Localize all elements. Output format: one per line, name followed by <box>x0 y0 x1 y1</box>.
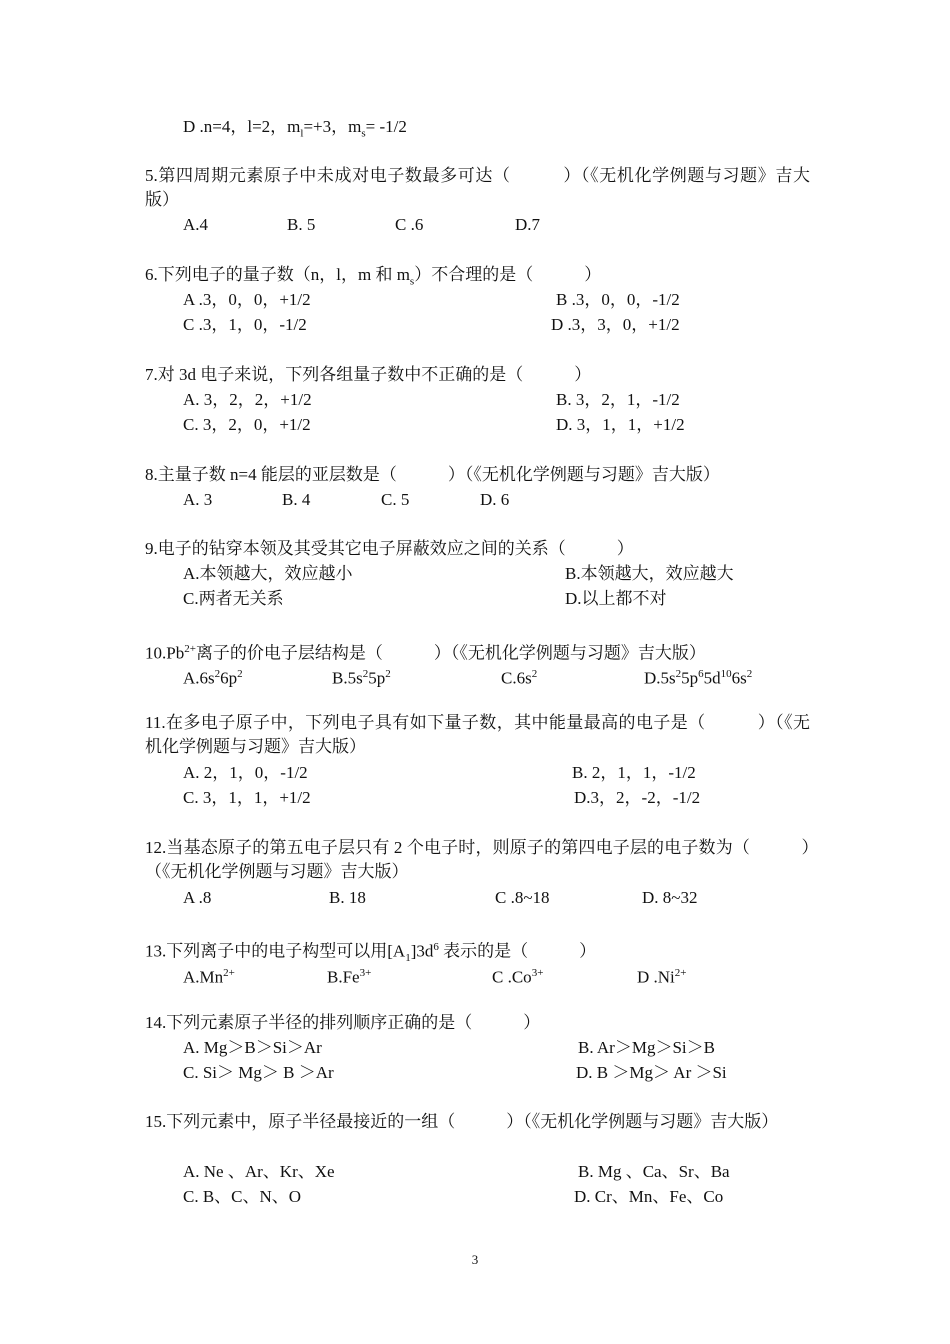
question-10-stem <box>145 638 706 665</box>
q15-option-d: D. Cr、Mn、Fe、Co <box>574 1187 724 1206</box>
superscript: 2 <box>675 668 682 680</box>
text: B.5s <box>332 668 363 688</box>
superscript: 2 <box>531 668 538 680</box>
q13-option-c <box>492 962 543 989</box>
q7-option-a: A. 3，2，2，+1/2 <box>183 390 312 409</box>
q12-option-c: C .8~18 <box>495 888 550 907</box>
q11-option-b: B. 2，1，1，-1/2 <box>572 763 696 782</box>
text: ]3d <box>410 941 434 961</box>
text: 6.下列电子的量子数（n，l，m 和 m <box>145 265 410 284</box>
q7-option-d: D. 3，1，1，+1/2 <box>556 415 685 434</box>
superscript: 2 <box>237 668 243 680</box>
text: A.6s <box>183 668 215 688</box>
superscript: 2 <box>385 668 391 680</box>
q10-option-a <box>183 663 243 690</box>
q9-option-b: B.本领越大，效应越大 <box>565 564 734 583</box>
q8-option-b: B. 4 <box>282 490 311 509</box>
q12-option-b: B. 18 <box>329 888 366 907</box>
question-11-stem: 11.在多电子原子中，下列电子具有如下量子数，其中能量最高的电子是（ ）（《无机化学例题与习题》吉大版） <box>145 713 810 756</box>
text: D .n=4，l=2，m <box>183 117 301 136</box>
q7-option-b: B. 3，2，1，-1/2 <box>556 390 680 409</box>
question-5-stem: 5.第四周期元素原子中未成对电子数最多可达（ ）（《无机化学例题与习题》吉大版） <box>145 166 810 209</box>
question-12-stem: 12.当基态原子的第五电子层只有 2 个电子时，则原子的第四电子层的电子数为（ ）（《无机化学例题与习题》吉大版） <box>145 838 810 881</box>
question-7-stem: 7.对 3d 电子来说，下列各组量子数中不正确的是（ ） <box>145 365 592 384</box>
superscript: 2+ <box>223 967 235 979</box>
q10-option-d <box>644 663 752 690</box>
q10-option-b <box>332 663 391 690</box>
text: 10.Pb <box>145 643 185 663</box>
prev-option-d <box>183 116 407 144</box>
q15-option-b: B. Mg 、Ca、Sr、Ba <box>578 1162 730 1181</box>
superscript: 6 <box>698 668 704 680</box>
q11-option-d: D.3，2，-2，-1/2 <box>574 788 701 807</box>
superscript: 2 <box>746 668 753 680</box>
subscript: s <box>361 127 366 140</box>
question-14-stem: 14.下列元素原子半径的排列顺序正确的是（ ） <box>145 1013 541 1032</box>
q13-option-b <box>327 962 371 989</box>
q5-option-a: A.4 <box>183 215 209 234</box>
q5-option-b: B. 5 <box>287 215 316 234</box>
q11-option-c: C. 3，1，1，+1/2 <box>183 788 311 807</box>
q14-option-d: D. B ＞Mg＞ Ar ＞Si <box>576 1063 727 1082</box>
q6-option-d: D .3，3，0，+1/2 <box>551 315 680 334</box>
text: 表示的是（ ） <box>438 941 597 961</box>
q9-option-d: D.以上都不对 <box>565 589 667 608</box>
q7-option-c: C. 3，2，0，+1/2 <box>183 415 311 434</box>
question-8-stem: 8.主量子数 n=4 能层的亚层数是（ ）（《无机化学例题与习题》吉大版） <box>145 465 720 484</box>
text: 5d <box>703 668 721 688</box>
superscript: 2 <box>214 668 221 680</box>
text: D.5s <box>644 668 676 688</box>
q14-option-b: B. Ar＞Mg＞Si＞B <box>578 1038 715 1057</box>
q5-option-d: D.7 <box>515 215 541 234</box>
superscript: 3+ <box>359 967 372 979</box>
text: 13.下列离子中的电子构型可以用[A <box>145 941 406 961</box>
subscript: l <box>300 127 304 140</box>
text: C .Co <box>492 967 532 987</box>
superscript: 6 <box>433 941 439 953</box>
q8-option-c: C. 5 <box>381 490 410 509</box>
text: = -1/2 <box>365 117 407 136</box>
text: D .Ni <box>637 967 675 987</box>
q9-option-a: A.本领越大，效应越小 <box>183 564 353 583</box>
q14-option-c: C. Si＞ Mg＞ B ＞Ar <box>183 1063 334 1082</box>
q6-option-a: A .3，0，0，+1/2 <box>183 290 311 309</box>
text: C.6s <box>501 668 532 688</box>
q5-option-c: C .6 <box>395 215 424 234</box>
text: =+3，m <box>303 117 362 136</box>
q11-option-a: A. 2，1，0，-1/2 <box>183 763 308 782</box>
q6-option-b: B .3，0，0，-1/2 <box>556 290 680 309</box>
q12-option-d: D. 8~32 <box>642 888 698 907</box>
q12-option-a: A .8 <box>183 888 212 907</box>
text: 5p <box>368 668 386 688</box>
text: ）不合理的是（ ） <box>414 265 602 284</box>
superscript: 2+ <box>184 643 196 655</box>
question-15-stem: 15.下列元素中，原子半径最接近的一组（ ）（《无机化学例题与习题》吉大版） <box>145 1112 779 1131</box>
q8-option-a: A. 3 <box>183 490 213 509</box>
subscript: s <box>409 275 415 288</box>
subscript: 1 <box>405 952 411 965</box>
q6-option-c: C .3，1，0，-1/2 <box>183 315 307 334</box>
question-9-stem: 9.电子的钻穿本领及其受其它电子屏蔽效应之间的关系（ ） <box>145 539 634 558</box>
q10-option-c <box>501 663 537 690</box>
superscript: 2 <box>362 668 369 680</box>
q15-option-a: A. Ne 、Ar、Kr、Xe <box>183 1162 335 1181</box>
text: 离子的价电子层结构是（ ）（《无机化学例题与习题》吉大版） <box>195 643 706 663</box>
text: 6p <box>220 668 238 688</box>
q13-option-a <box>183 962 235 989</box>
q14-option-a: A. Mg＞B＞Si＞Ar <box>183 1038 322 1057</box>
page-number: 3 <box>471 1252 479 1267</box>
superscript: 10 <box>720 668 732 680</box>
superscript: 2+ <box>674 967 687 979</box>
text: 5p <box>681 668 699 688</box>
q15-option-c: C. B、C、N、O <box>183 1187 302 1206</box>
q13-option-d <box>637 962 687 989</box>
text: B.Fe <box>327 967 360 987</box>
text: 6s <box>731 668 747 688</box>
q9-option-c: C.两者无关系 <box>183 589 284 608</box>
q8-option-d: D. 6 <box>480 490 510 509</box>
text: A.Mn <box>183 967 224 987</box>
superscript: 3+ <box>531 967 544 979</box>
